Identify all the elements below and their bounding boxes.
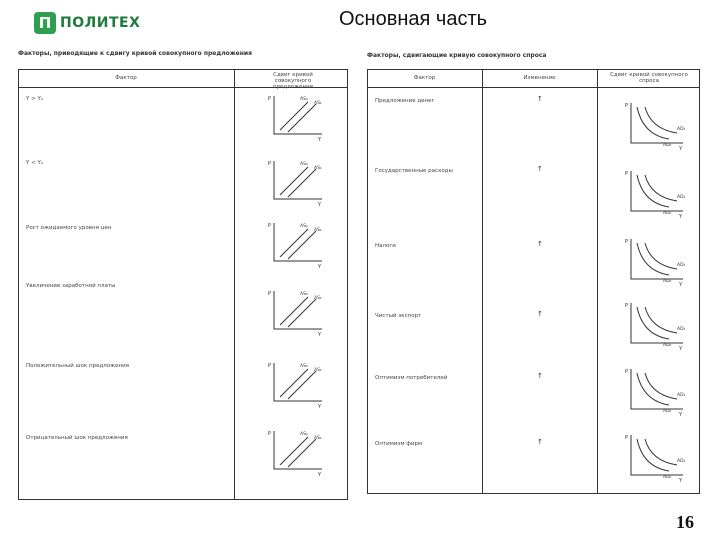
as0-label: AS₀ xyxy=(300,162,308,167)
demand-change-1: ↑ xyxy=(537,95,543,103)
demand-change-3: ↑ xyxy=(537,240,543,248)
demand-change-5: ↑ xyxy=(537,372,543,380)
axis-y-label: Y xyxy=(318,137,322,142)
demand-factor-5: Оптимизм потребителей xyxy=(375,375,448,381)
axis-p-label: P xyxy=(625,103,629,109)
as0-label: AS₀ xyxy=(300,292,308,297)
axis-y-label: Y xyxy=(318,264,322,269)
axis-y-label: Y xyxy=(318,332,322,337)
demand-factor-3: Налоги xyxy=(375,243,396,249)
supply-table xyxy=(18,47,348,502)
ad0-label: AD₀ xyxy=(663,343,672,348)
demand-col-change: Изменение xyxy=(523,75,556,81)
ad0-label: AD₀ xyxy=(663,409,672,414)
axis-p-label: P xyxy=(625,435,629,441)
ad-shift-graph-4 xyxy=(625,299,687,351)
politech-logo xyxy=(34,12,140,34)
axis-p-label: P xyxy=(268,223,272,229)
axis-y-label: Y xyxy=(679,282,683,287)
supply-factor-5: Положительный шок предложения xyxy=(26,363,129,369)
as0-label: AS₀ xyxy=(300,224,308,229)
as0-label: AS₀ xyxy=(300,364,308,369)
ad0-label: AD₀ xyxy=(663,143,672,148)
logo-text: ПОЛИТЕХ xyxy=(60,15,141,31)
demand-col-factor: Фактор xyxy=(413,75,436,81)
as1-label: AS₁ xyxy=(314,101,322,106)
slide-title: Основная часть xyxy=(339,8,488,30)
ad0-label: AD₀ xyxy=(663,475,672,480)
ad0-label: AD₀ xyxy=(663,211,672,216)
demand-factor-6: Оптимизм фирм xyxy=(375,441,423,447)
as0-label: AS₀ xyxy=(300,432,308,437)
as-shift-graph-1 xyxy=(268,92,326,142)
supply-col-shift: Сдвиг кривой совокупного предложения xyxy=(273,72,313,90)
demand-factor-4: Чистый экспорт xyxy=(375,313,422,319)
ad1-label: AD₁ xyxy=(677,127,686,132)
ad-shift-graph-3 xyxy=(625,235,687,287)
axis-y-label: Y xyxy=(679,214,683,219)
supply-factor-6: Отрицательный шок предложения xyxy=(26,435,128,441)
as-shift-graph-3 xyxy=(268,219,326,269)
supply-table-caption: Факторы, приводящие к сдвигу кривой совокупного предложения xyxy=(18,50,252,57)
ad1-label: AD₁ xyxy=(677,459,686,464)
axis-y-label: Y xyxy=(318,472,322,477)
axis-p-label: P xyxy=(268,161,272,167)
axis-y-label: Y xyxy=(318,202,322,207)
supply-factor-3: Рост ожидаемого уровня цен xyxy=(26,225,112,231)
as-shift-graph-5 xyxy=(268,359,326,409)
demand-factor-2: Государственные расходы xyxy=(375,168,453,174)
ad1-label: AD₁ xyxy=(677,263,686,268)
axis-p-label: P xyxy=(625,303,629,309)
supply-factor-4: Увеличение заработной платы xyxy=(26,283,116,289)
demand-factor-1: Предложение денег xyxy=(375,98,435,104)
as1-label: AS₁ xyxy=(314,436,322,441)
as-shift-graph-6 xyxy=(268,427,326,477)
as1-label: AS₁ xyxy=(314,368,322,373)
as-shift-graph-2 xyxy=(268,157,326,207)
as1-label: AS₁ xyxy=(314,166,322,171)
axis-p-label: P xyxy=(268,96,272,102)
demand-table xyxy=(367,47,700,495)
axis-p-label: P xyxy=(625,369,629,375)
axis-y-label: Y xyxy=(679,478,683,483)
axis-p-label: P xyxy=(625,239,629,245)
axis-p-label: P xyxy=(268,431,272,437)
ad1-label: AD₁ xyxy=(677,195,686,200)
as0-label: AS₀ xyxy=(300,97,308,102)
supply-col-factor: Фактор xyxy=(115,75,137,81)
demand-table-caption: Факторы, сдвигающие кривую совокупного спроса xyxy=(367,52,547,59)
supply-factor-1: Y > Yₙ xyxy=(26,96,44,102)
demand-change-2: ↑ xyxy=(537,165,543,173)
ad1-label: AD₁ xyxy=(677,327,686,332)
demand-col-shift: Сдвиг кривой совокупного спроса xyxy=(610,72,688,84)
as-shift-graph-4 xyxy=(268,287,326,337)
as1-label: AS₁ xyxy=(314,228,322,233)
axis-y-label: Y xyxy=(318,404,322,409)
ad-shift-graph-1 xyxy=(625,99,687,151)
axis-y-label: Y xyxy=(679,346,683,351)
axis-y-label: Y xyxy=(679,146,683,151)
demand-change-4: ↑ xyxy=(537,310,543,318)
logo-mark: П xyxy=(34,12,56,34)
ad-shift-graph-2 xyxy=(625,167,687,219)
ad-shift-graph-6 xyxy=(625,431,687,483)
ad1-label: AD₁ xyxy=(677,393,686,398)
axis-p-label: P xyxy=(268,363,272,369)
axis-p-label: P xyxy=(625,171,629,177)
ad0-label: AD₀ xyxy=(663,279,672,284)
page-number: 16 xyxy=(676,512,694,532)
as1-label: AS₁ xyxy=(314,296,322,301)
axis-y-label: Y xyxy=(679,412,683,417)
supply-factor-2: Y < Yₙ xyxy=(26,160,44,166)
axis-p-label: P xyxy=(268,291,272,297)
ad-shift-graph-5 xyxy=(625,365,687,417)
demand-change-6: ↑ xyxy=(537,438,543,446)
